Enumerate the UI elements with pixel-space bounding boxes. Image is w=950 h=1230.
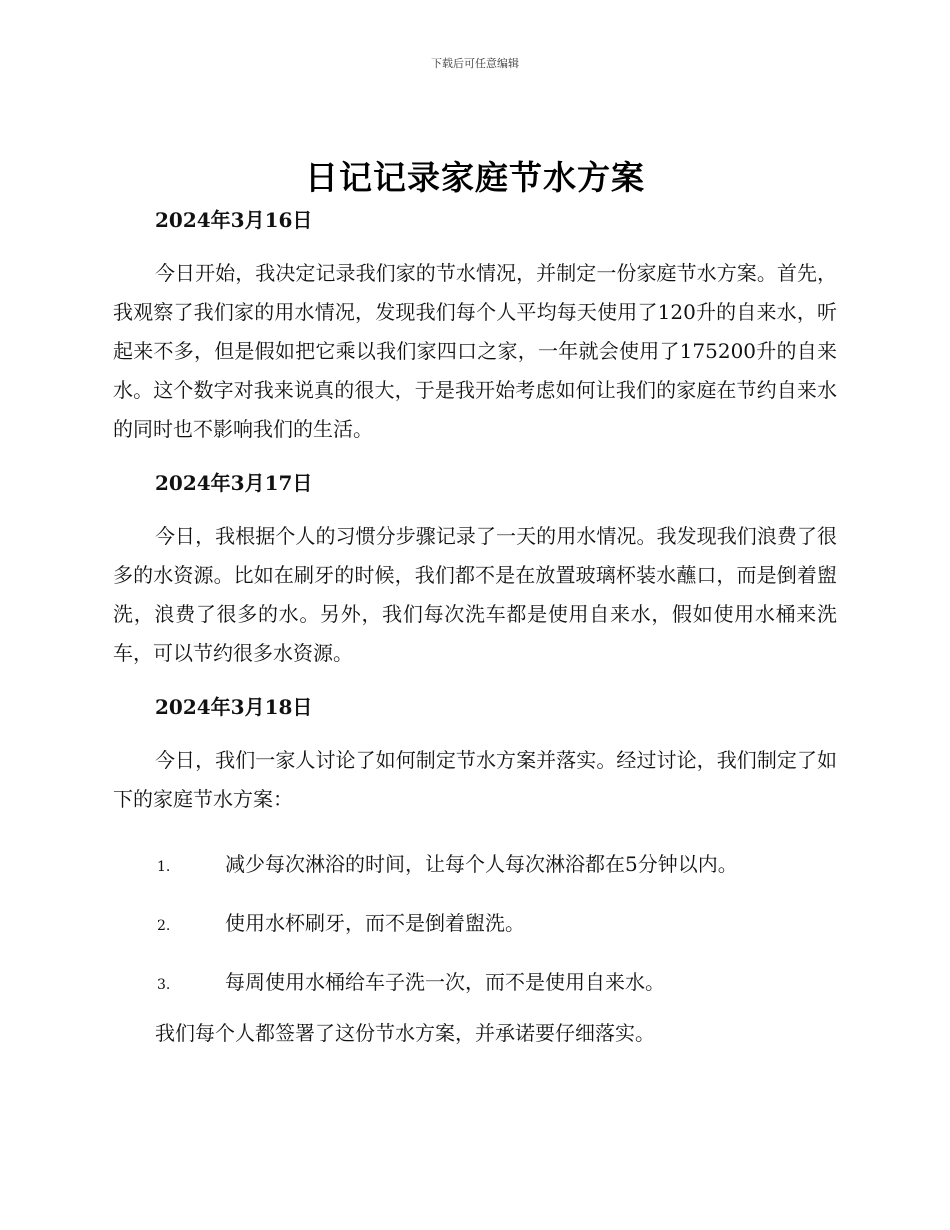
closing-statement: 我们每个人都签署了这份节水方案，并承诺要仔细落实。 <box>155 1021 655 1045</box>
list-text: 减少每次淋浴的时间，让每个人每次淋浴都在5分钟以内。 <box>225 852 738 876</box>
list-number: 2. <box>157 918 171 934</box>
list-number: 3. <box>157 977 171 993</box>
entry-date: 2024年3月18日 <box>155 695 313 719</box>
entry-date: 2024年3月16日 <box>155 208 313 232</box>
entry-date: 2024年3月17日 <box>155 471 313 495</box>
header-note: 下载后可任意编辑 <box>431 57 519 70</box>
entry-paragraph: 今日开始，我决定记录我们家的节水情况，并制定一份家庭节水方案。首先，我观察了我们家的用水情况，发现我们每个人平均每天使用了120升的自来水，听起来不多，但是假如把它乘以我们家四口之家，一年就会使用了175200升的自来水。这个数字对我来说真的很大，于是我开始考虑如何让我们的家庭在节约自来水的同时也不影响我们的生活。 <box>113 261 837 441</box>
list-number: 1. <box>157 859 171 875</box>
document-body <box>113 200 837 1053</box>
list-item <box>113 836 837 895</box>
entry-paragraph: 今日，我根据个人的习惯分步骤记录了一天的用水情况。我发现我们浪费了很多的水资源。比如在刷牙的时候，我们都不是在放置玻璃杯装水蘸口，而是倒着盥洗，浪费了很多的水。另外，我们每次洗车都是使用自来水，假如使用水桶来洗车，可以节约很多水资源。 <box>113 524 837 665</box>
document-title: 日记记录家庭节水方案 <box>305 158 645 197</box>
list-item <box>113 954 837 1013</box>
list-item <box>113 895 837 954</box>
list-text: 每周使用水桶给车子洗一次，而不是使用自来水。 <box>225 970 665 994</box>
entry-paragraph: 今日，我们一家人讨论了如何制定节水方案并落实。经过讨论，我们制定了如下的家庭节水方案： <box>113 748 837 811</box>
list-text: 使用水杯刷牙，而不是倒着盥洗。 <box>225 911 525 935</box>
plan-list <box>113 836 837 1013</box>
